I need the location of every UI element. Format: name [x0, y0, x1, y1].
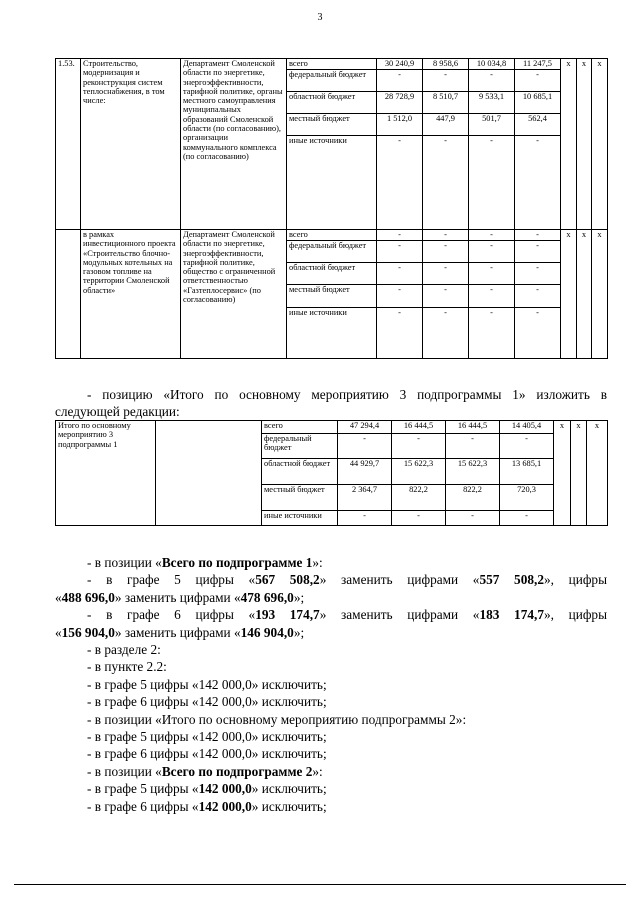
- value-cell: -: [377, 230, 423, 241]
- text-line: - в позиции «Всего по подпрограмме 1»:: [87, 555, 323, 570]
- value-cell: -: [515, 307, 561, 358]
- value-cell: -: [515, 285, 561, 307]
- value-cell: 16 444,5: [392, 421, 446, 434]
- program-table: [55, 58, 608, 359]
- executor: Департамент Смоленской области по энергетике, энергоэффективности, тарифной политике, органы местного самоуправления муниципальных образований Смоленской области (по согласованию), организации коммунального комплекса (по согласованию): [181, 59, 287, 230]
- value-cell: 15 622,3: [392, 459, 446, 485]
- value-cell: 720,3: [500, 485, 554, 511]
- amendments-text: [55, 554, 607, 815]
- value-cell: -: [469, 263, 515, 285]
- value-cell: -: [469, 241, 515, 263]
- value-cell: -: [392, 510, 446, 525]
- value-cell: -: [423, 285, 469, 307]
- x-mark: x: [577, 59, 592, 230]
- value-cell: -: [469, 136, 515, 230]
- value-cell: -: [338, 433, 392, 459]
- value-cell: -: [423, 263, 469, 285]
- funding-source: федеральный бюджет: [287, 70, 377, 92]
- funding-source: областной бюджет: [287, 263, 377, 285]
- x-mark: x: [554, 421, 571, 526]
- row-number: 1.53.: [56, 59, 81, 230]
- funding-source: федеральный бюджет: [287, 241, 377, 263]
- empty-executor: [156, 421, 262, 526]
- value-cell: 1 512,0: [377, 114, 423, 136]
- text-line: - в пункте 2.2:: [87, 659, 167, 675]
- value-cell: -: [469, 230, 515, 241]
- value-cell: 10 685,1: [515, 92, 561, 114]
- value-cell: -: [377, 70, 423, 92]
- text-line: - в графе 6 цифры «142 000,0» исключить;: [87, 746, 327, 762]
- value-cell: -: [500, 433, 554, 459]
- text-line: - в графе 5 цифры «142 000,0» исключить;: [87, 781, 327, 797]
- value-cell: -: [515, 230, 561, 241]
- funding-source: иные источники: [287, 136, 377, 230]
- value-cell: 447,9: [423, 114, 469, 136]
- funding-source: иные источники: [262, 510, 338, 525]
- funding-source: областной бюджет: [287, 92, 377, 114]
- value-cell: -: [338, 510, 392, 525]
- x-mark: x: [561, 59, 577, 230]
- value-cell: 8 510,7: [423, 92, 469, 114]
- total-table: [55, 420, 608, 526]
- funding-source: всего: [287, 59, 377, 70]
- funding-source: всего: [287, 230, 377, 241]
- value-cell: 30 240,9: [377, 59, 423, 70]
- text-line: «156 904,0» заменить цифрами «146 904,0»;: [55, 624, 305, 640]
- x-mark: x: [587, 421, 608, 526]
- intro-line: следующей редакции:: [55, 404, 180, 420]
- value-cell: -: [377, 307, 423, 358]
- x-mark: x: [592, 59, 608, 230]
- value-cell: 562,4: [515, 114, 561, 136]
- value-cell: 822,2: [446, 485, 500, 511]
- row-number: [56, 230, 81, 359]
- value-cell: -: [469, 70, 515, 92]
- value-cell: 16 444,5: [446, 421, 500, 434]
- table-row: [56, 230, 608, 241]
- value-cell: -: [392, 433, 446, 459]
- value-cell: 9 533,1: [469, 92, 515, 114]
- value-cell: -: [446, 510, 500, 525]
- value-cell: -: [423, 230, 469, 241]
- table-row: [56, 421, 608, 434]
- x-mark: x: [577, 230, 592, 359]
- funding-source: областной бюджет: [262, 459, 338, 485]
- text-line: - в графе 6 цифры «193 174,7» заменить цифрами «183 174,7», цифры: [87, 607, 608, 623]
- value-cell: 14 405,4: [500, 421, 554, 434]
- value-cell: 28 728,9: [377, 92, 423, 114]
- value-cell: 11 247,5: [515, 59, 561, 70]
- value-cell: -: [377, 263, 423, 285]
- funding-source: местный бюджет: [287, 114, 377, 136]
- funding-source: всего: [262, 421, 338, 434]
- value-cell: -: [423, 307, 469, 358]
- executor: Департамент Смоленской области по энергетике, энергоэффективности, тарифной политике, общество с ограниченной ответственностью «Газтеплосервис» (по согласованию): [181, 230, 287, 359]
- value-cell: 2 364,7: [338, 485, 392, 511]
- intro-line: - позицию «Итого по основному мероприятию 3 подпрограммы 1» изложить в: [87, 387, 607, 402]
- funding-source: местный бюджет: [262, 485, 338, 511]
- value-cell: -: [469, 285, 515, 307]
- page-number: 3: [317, 12, 323, 23]
- text-line: «488 696,0» заменить цифрами «478 696,0»;: [55, 589, 305, 605]
- text-line: - в графе 5 цифры «142 000,0» исключить;: [87, 729, 327, 745]
- footer-rule: [14, 884, 626, 885]
- measure-name: Строительство, модернизация и реконструкция систем теплоснабжения, в том числе:: [81, 59, 181, 230]
- value-cell: -: [515, 70, 561, 92]
- table-row: [56, 59, 608, 70]
- value-cell: 501,7: [469, 114, 515, 136]
- text-line: - в разделе 2:: [87, 642, 161, 658]
- value-cell: -: [377, 285, 423, 307]
- text-line: - в графе 5 цифры «142 000,0» исключить;: [87, 676, 327, 692]
- text-line: - в позиции «Итого по основному мероприятию подпрограммы 2»:: [87, 711, 467, 727]
- measure-name: в рамках инвестиционного проекта «Строительство блочно-модульных котельных на газовом топливе на территории Смоленской области»: [81, 230, 181, 359]
- value-cell: 822,2: [392, 485, 446, 511]
- funding-source: федеральный бюджет: [262, 433, 338, 459]
- value-cell: -: [377, 241, 423, 263]
- x-mark: x: [592, 230, 608, 359]
- intro-paragraph: [55, 386, 607, 421]
- text-line: - в графе 6 цифры «142 000,0» исключить;: [87, 798, 327, 814]
- value-cell: 8 958,6: [423, 59, 469, 70]
- value-cell: 44 929,7: [338, 459, 392, 485]
- value-cell: -: [515, 263, 561, 285]
- text-line: - в графе 5 цифры «567 508,2» заменить цифрами «557 508,2», цифры: [87, 572, 608, 588]
- value-cell: -: [515, 136, 561, 230]
- value-cell: 10 034,8: [469, 59, 515, 70]
- value-cell: -: [469, 307, 515, 358]
- value-cell: -: [515, 241, 561, 263]
- value-cell: -: [423, 136, 469, 230]
- x-mark: x: [561, 230, 577, 359]
- funding-source: местный бюджет: [287, 285, 377, 307]
- text-line: - в позиции «Всего по подпрограмме 2»:: [87, 763, 323, 779]
- funding-source: иные источники: [287, 307, 377, 358]
- value-cell: 13 685,1: [500, 459, 554, 485]
- value-cell: -: [423, 241, 469, 263]
- total-name: Итого по основному мероприятию 3 подпрограммы 1: [56, 421, 156, 526]
- value-cell: -: [446, 433, 500, 459]
- value-cell: 47 294,4: [338, 421, 392, 434]
- text-line: - в графе 6 цифры «142 000,0» исключить;: [87, 694, 327, 710]
- value-cell: -: [500, 510, 554, 525]
- x-mark: x: [571, 421, 587, 526]
- value-cell: -: [377, 136, 423, 230]
- value-cell: 15 622,3: [446, 459, 500, 485]
- value-cell: -: [423, 70, 469, 92]
